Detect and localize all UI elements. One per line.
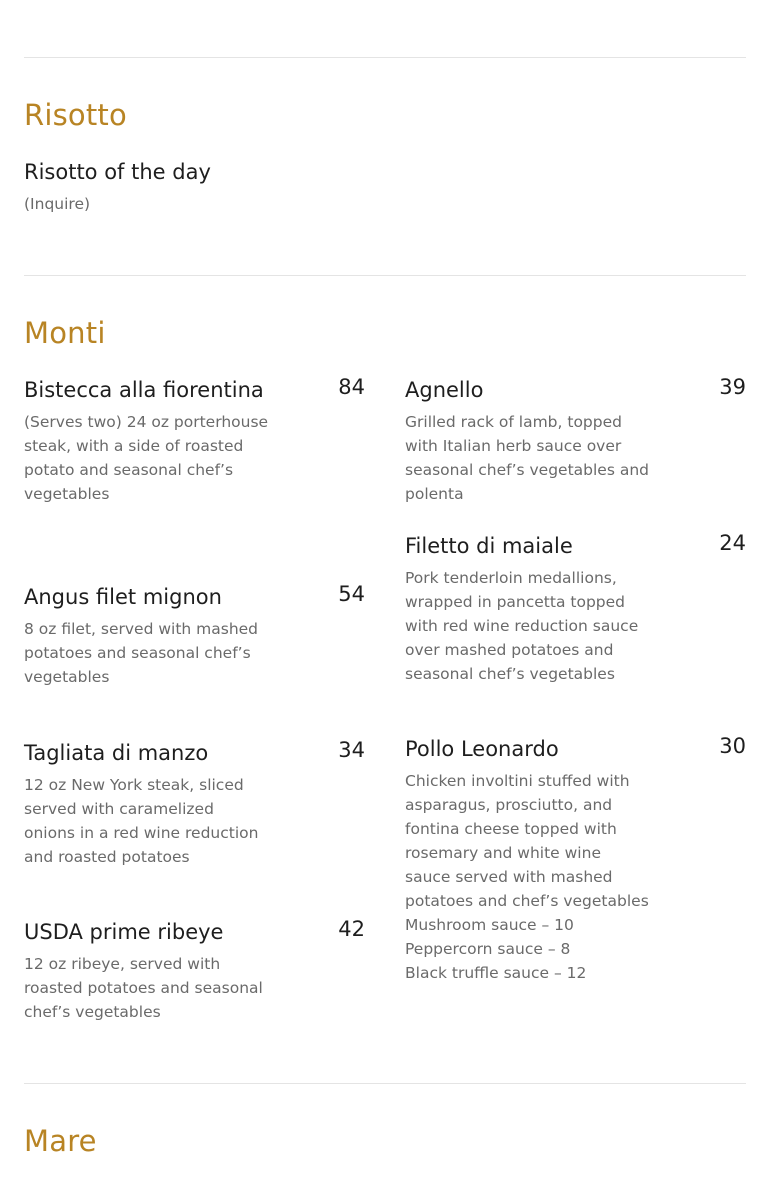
item-price: 30 <box>719 734 746 758</box>
menu-item-risotto-of-the-day <box>24 158 365 216</box>
item-description: 12 oz New York steak, sliced served with caramelized onions in a red wine reduction and roasted potatoes <box>24 776 259 866</box>
item-name: Risotto of the day <box>24 160 211 184</box>
menu-item-tagliata-di-manzo <box>24 739 365 869</box>
sauce-option-peppercorn: Peppercorn sauce – 8 <box>405 940 571 958</box>
item-description: (Inquire) <box>24 195 91 213</box>
menu-item-bistecca-alla-fiorentina <box>24 376 365 506</box>
item-name: Angus filet mignon <box>24 585 222 609</box>
item-name: Pollo Leonardo <box>405 737 559 761</box>
item-price: 39 <box>719 375 746 399</box>
section-title-risotto: Risotto <box>24 98 127 132</box>
item-name: Agnello <box>405 378 484 402</box>
item-price: 24 <box>719 531 746 555</box>
item-description: Grilled rack of lamb, topped with Italian herb sauce over seasonal chef’s vegetables and polenta <box>405 413 649 503</box>
item-name: Bistecca alla fiorentina <box>24 378 264 402</box>
item-name: Tagliata di manzo <box>24 741 209 765</box>
menu-item-filetto-di-maiale <box>405 532 746 686</box>
item-name: Filetto di maiale <box>405 534 573 558</box>
item-price: 34 <box>338 738 365 762</box>
section-divider <box>24 1083 746 1084</box>
menu-item-angus-filet-mignon <box>24 583 365 689</box>
item-price: 84 <box>338 375 365 399</box>
menu-item-agnello <box>405 376 746 506</box>
item-description: Pork tenderloin medallions, wrapped in pancetta topped with red wine reduction sauce over mashed potatoes and seasonal chef’s vegetables <box>405 569 639 683</box>
menu-item-pollo-leonardo <box>405 735 746 985</box>
item-description: 8 oz filet, served with mashed potatoes and seasonal chef’s vegetables <box>24 620 259 686</box>
section-title-mare: Mare <box>24 1124 97 1158</box>
section-divider <box>24 275 746 276</box>
item-price: 42 <box>338 917 365 941</box>
item-description-text: Chicken involtini stuffed with asparagus, prosciutto, and fontina cheese topped with rosemary and white wine sauce served with mashed potatoes and chef’s vegetables <box>405 772 649 910</box>
sauce-option-black-truffle: Black truffle sauce – 12 <box>405 964 587 982</box>
item-description <box>405 769 650 985</box>
sauce-option-mushroom: Mushroom sauce – 10 <box>405 916 574 934</box>
item-price: 54 <box>338 582 365 606</box>
item-description: 12 oz ribeye, served with roasted potatoes and seasonal chef’s vegetables <box>24 955 263 1021</box>
section-title-monti: Monti <box>24 316 106 350</box>
menu-item-usda-prime-ribeye <box>24 918 365 1024</box>
section-divider <box>24 57 746 58</box>
item-name: USDA prime ribeye <box>24 920 224 944</box>
item-description: (Serves two) 24 oz porterhouse steak, with a side of roasted potato and seasonal chef’s vegetables <box>24 413 269 503</box>
